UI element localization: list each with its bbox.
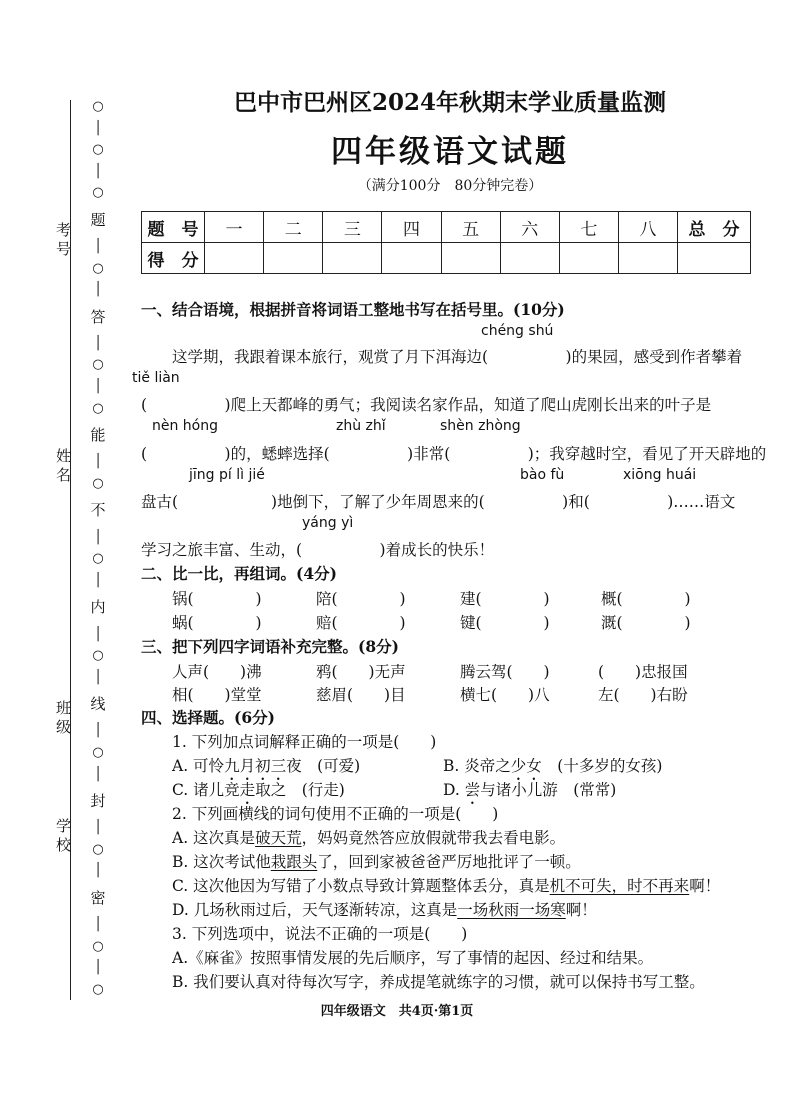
section2-heading: 二、比一比，再组词。(4分) [141, 564, 337, 583]
word-item: 蜗( ) [172, 614, 262, 632]
score-table [141, 211, 751, 274]
seal-char: 内 [90, 598, 106, 617]
pinyin: yáng yì [302, 515, 354, 531]
word-item: 建( ) [460, 590, 550, 608]
idiom-item: 相( )堂堂 [172, 686, 262, 704]
idiom-item: ( )忠报国 [598, 663, 688, 681]
section1-line: 这学期，我跟着课本旅行，观赏了月下洱海边( )的果园，感受到作者攀着 [172, 348, 743, 366]
section1-line: ( )的，蟋蟀选择( )非常( )；我穿越时空，看见了开天辟地的 [141, 445, 767, 463]
score-col: 八 [618, 212, 677, 243]
score-table-row-label: 题 号 [142, 212, 205, 243]
pinyin: nèn hóng [152, 418, 219, 434]
label-name: 姓名 [54, 448, 72, 486]
score-col: 六 [500, 212, 559, 243]
pinyin: shèn zhòng [440, 418, 521, 434]
seal-char: 能 [90, 426, 106, 445]
score-cell[interactable] [323, 243, 382, 274]
q1-option-d: D. 尝与诸小儿游 (常常) [443, 781, 617, 799]
seal-line-column: ○ │ ○ │ ○ 题 │ ○ │ 答 │ ○ │ ○ 能 │ ○ 不 │ ○ │ 内 │ ○ │ 线 │ ○ │ 封 │ ○ │ 密 │ ○ │ ○ [90, 99, 106, 997]
q2-option-b: B. 这次考试他栽跟头了，回到家被爸爸严厉地批评了一顿。 [172, 853, 581, 871]
seal-char: 不 [90, 501, 106, 520]
seal-char: 答 [90, 307, 106, 326]
score-table-row-label: 得 分 [142, 243, 205, 274]
seal-char: 密 [90, 888, 106, 907]
score-col: 三 [323, 212, 382, 243]
score-col: 七 [559, 212, 618, 243]
idiom-item: 人声( )沸 [172, 663, 262, 681]
score-cell[interactable] [559, 243, 618, 274]
section4-heading: 四、选择题。(6分) [141, 708, 275, 727]
word-item: 概( ) [601, 590, 691, 608]
pinyin: chéng shú [481, 323, 554, 339]
score-col: 一 [205, 212, 264, 243]
score-cell[interactable] [441, 243, 500, 274]
score-col: 五 [441, 212, 500, 243]
score-col-total: 总 分 [678, 212, 751, 243]
word-item: 锅( ) [172, 590, 262, 608]
q3-option-a: A.《麻雀》按照事情发展的先后顺序，写了事情的起因、经过和结果。 [172, 949, 654, 967]
label-exam-number: 考号 [54, 222, 72, 260]
score-cell[interactable] [205, 243, 264, 274]
q1-option-b: B. 炎帝之少女 (十多岁的女孩) [443, 757, 663, 775]
pinyin: xiōng huái [623, 467, 697, 483]
q2-option-d: D. 几场秋雨过后，天气逐渐转凉，这真是一场秋雨一场寒啊！ [172, 901, 597, 919]
q1-option-a: A. 可怜九月初三夜 (可爱) [172, 757, 361, 775]
idiom-item: 横七( )八 [460, 686, 550, 704]
exam-note: （满分100分 80分钟完卷） [357, 178, 543, 194]
score-cell[interactable] [500, 243, 559, 274]
seal-char: 题 [90, 210, 106, 229]
q2-option-a: A. 这次真是破天荒，妈妈竟然答应放假就带我去看电影。 [172, 829, 566, 847]
label-school: 学校 [54, 818, 72, 856]
seal-char: 封 [90, 792, 106, 811]
pinyin: zhù zhǐ [336, 418, 386, 434]
score-cell[interactable] [264, 243, 323, 274]
score-cell[interactable] [678, 243, 751, 274]
idiom-item: 鸦( )无声 [316, 663, 406, 681]
word-item: 键( ) [460, 614, 550, 632]
q3-option-b: B. 我们要认真对待每次写字，养成提笔就练字的习惯，就可以保持书写工整。 [172, 973, 705, 991]
word-item: 陪( ) [316, 590, 406, 608]
word-item: 赔( ) [316, 614, 406, 632]
idiom-item: 慈眉( )目 [316, 686, 406, 704]
pinyin: bào fù [520, 467, 565, 483]
section1-line: ( )爬上天都峰的勇气；我阅读名家作品，知道了爬山虎刚长出来的叶子是 [141, 396, 712, 414]
score-cell[interactable] [618, 243, 677, 274]
score-col: 二 [264, 212, 323, 243]
word-item: 溉( ) [601, 614, 691, 632]
score-cell[interactable] [382, 243, 441, 274]
q1-stem: 1. 下列加点词解释正确的一项是( ) [172, 733, 437, 751]
idiom-item: 腾云驾( ) [460, 663, 550, 681]
pinyin: jīng pí lì jié [189, 467, 265, 483]
pinyin: tiě liàn [132, 370, 180, 386]
label-class: 班级 [54, 700, 72, 738]
section1-line: 盘古( )地倒下，了解了少年周恩来的( )和( )……语文 [141, 493, 736, 511]
q2-option-c: C. 这次他因为写错了小数点导致计算题整体丢分，真是机不可失，时不再来啊！ [172, 877, 721, 895]
section1-heading: 一、结合语境，根据拼音将词语工整地书写在括号里。(10分) [141, 300, 565, 319]
score-col: 四 [382, 212, 441, 243]
idiom-item: 左( )右盼 [598, 686, 688, 704]
section1-line: 学习之旅丰富、生动，( )着成长的快乐！ [141, 541, 495, 559]
q3-stem: 3. 下列选项中，说法不正确的一项是( ) [172, 925, 468, 943]
seal-char: 线 [90, 695, 106, 714]
q1-option-c: C. 诸儿竞走取之 (行走) [172, 781, 345, 799]
q2-stem: 2. 下列画横线的词句使用不正确的一项是( ) [172, 805, 499, 823]
section3-heading: 三、把下列四字词语补充完整。(8分) [141, 637, 399, 656]
page-footer: 四年级语文 共4页·第1页 [320, 1004, 474, 1019]
exam-subtitle: 四年级语文试题 [331, 134, 569, 170]
exam-title: 巴中市巴州区2024年秋期末学业质量监测 [233, 89, 666, 116]
